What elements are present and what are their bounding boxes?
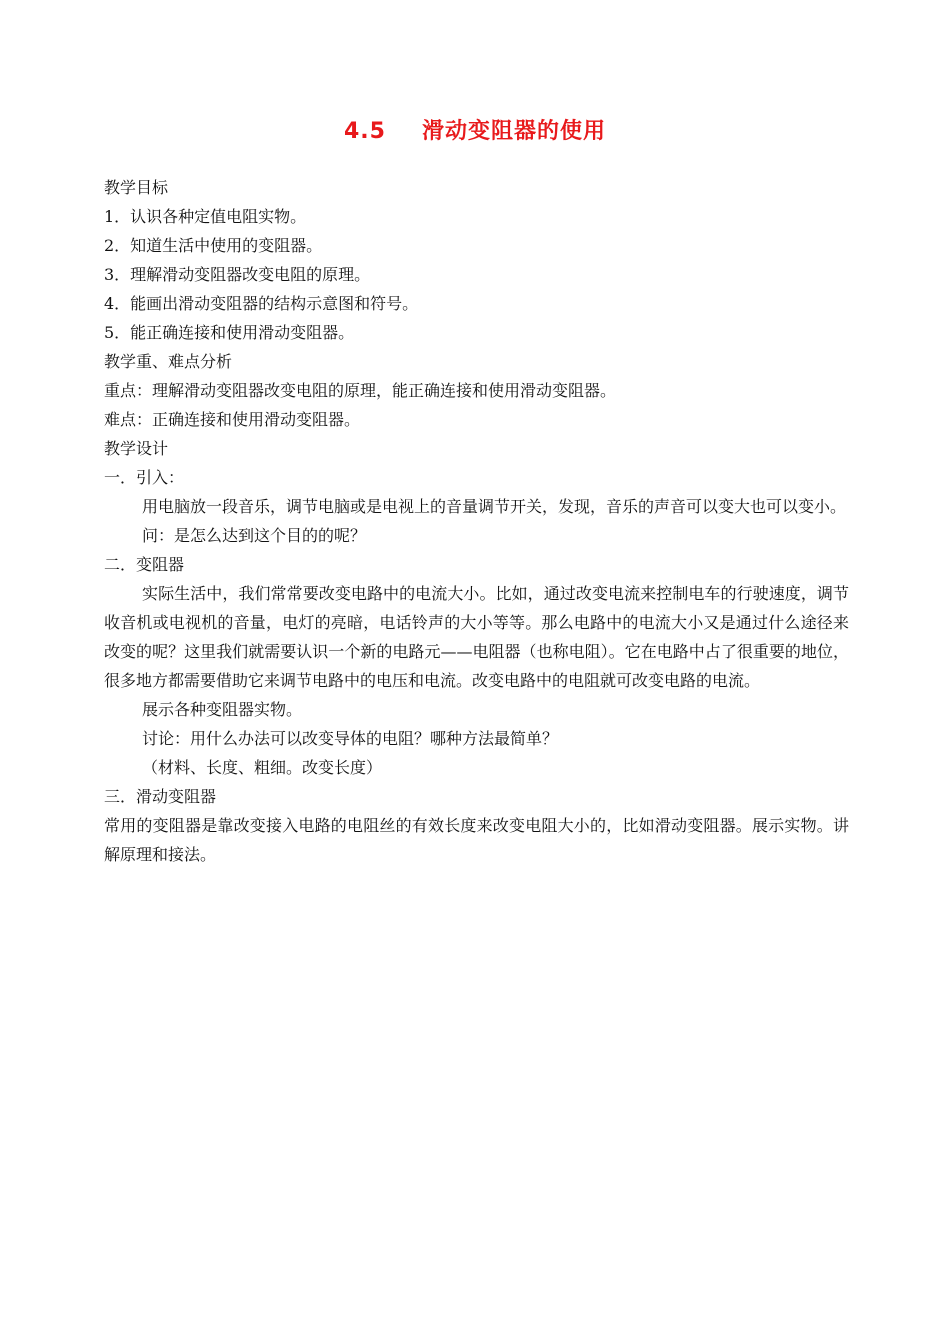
key-heading: 教学重、难点分析 bbox=[104, 352, 233, 371]
part2-heading: 二．变阻器 bbox=[104, 555, 185, 574]
part2-answer: （材料、长度、粗细。改变长度） bbox=[142, 758, 383, 777]
goal-item: 3．理解滑动变阻器改变电阻的原理。 bbox=[104, 265, 371, 284]
goals-heading: 教学目标 bbox=[104, 178, 169, 197]
part1-question: 问：是怎么达到这个目的的呢？ bbox=[142, 526, 367, 545]
goal-item: 5．能正确连接和使用滑动变阻器。 bbox=[104, 323, 355, 342]
part1-heading: 一．引入： bbox=[104, 468, 185, 487]
key-point: 重点：理解滑动变阻器改变电阻的原理，能正确连接和使用滑动变阻器。 bbox=[104, 381, 617, 400]
goal-item: 4．能画出滑动变阻器的结构示意图和符号。 bbox=[104, 294, 419, 313]
goal-item: 2．知道生活中使用的变阻器。 bbox=[104, 236, 323, 255]
title-number: 4.5 bbox=[344, 119, 386, 144]
part3-heading: 三．滑动变阻器 bbox=[104, 787, 217, 806]
part2-show: 展示各种变阻器实物。 bbox=[142, 700, 303, 719]
title-text: 滑动变阻器的使用 bbox=[421, 119, 606, 144]
part1-paragraph: 用电脑放一段音乐，调节电脑或是电视上的音量调节开关，发现，音乐的声音可以变大也可以变小。 bbox=[142, 497, 847, 516]
document-body bbox=[104, 173, 849, 869]
part2-paragraph: 实际生活中，我们常常要改变电路中的电流大小。比如，通过改变电流来控制电车的行驶速度，调节收音机或电视机的音量，电灯的亮暗，电话铃声的大小等等。那么电路中的电流大小又是通过什么途径来改变的呢？这里我们就需要认识一个新的电路元——电阻器（也称电阻）。它在电路中占了很重要的地位，很多地方都需要借助它来调节电路中的电压和电流。改变电路中的电阻就可改变电路的电流。 bbox=[104, 584, 849, 690]
part3-paragraph: 常用的变阻器是靠改变接入电路的电阻丝的有效长度来改变电阻大小的，比如滑动变阻器。展示实物。讲解原理和接法。 bbox=[104, 816, 849, 864]
goal-item: 1．认识各种定值电阻实物。 bbox=[104, 207, 307, 226]
part2-discussion: 讨论：用什么办法可以改变导体的电阻？哪种方法最简单？ bbox=[142, 729, 559, 748]
difficult-point: 难点：正确连接和使用滑动变阻器。 bbox=[104, 410, 361, 429]
design-heading: 教学设计 bbox=[104, 439, 169, 458]
page-title bbox=[0, 112, 950, 152]
